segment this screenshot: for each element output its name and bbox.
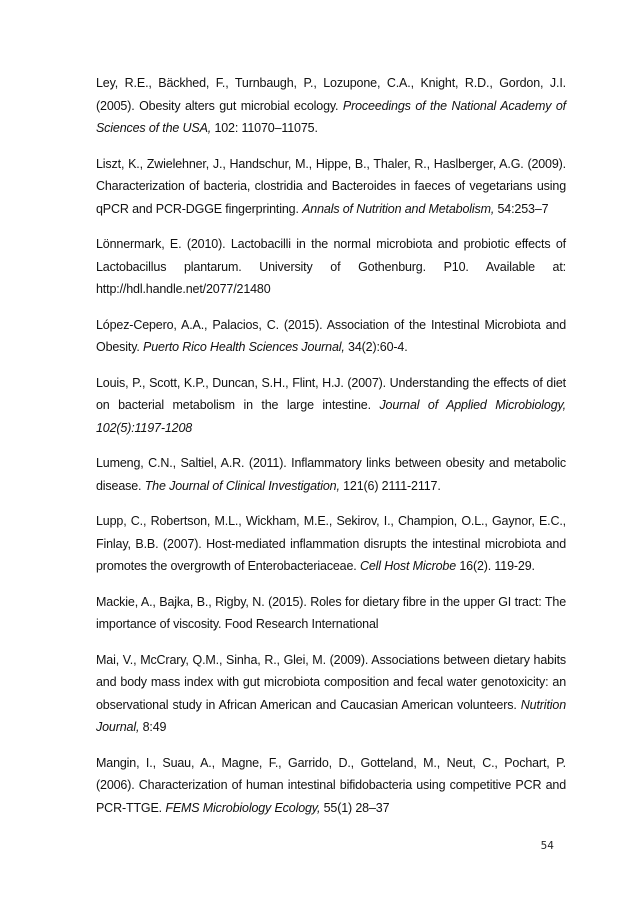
reference-entry — [96, 649, 566, 739]
reference-details: 54:253–7 — [494, 201, 549, 216]
reference-entry — [96, 153, 566, 221]
reference-entry — [96, 591, 566, 636]
reference-details: 34(2):60-4. — [344, 340, 408, 354]
reference-journal: Journal of Applied Microbiology, 102(5):1197-1208 — [96, 398, 566, 435]
reference-journal: Proceedings of the National Academy of Sciences of the USA, — [96, 98, 566, 135]
reference-details: 102: 11070–11075. — [211, 121, 318, 135]
reference-text: Lupp, C., Robertson, M.L., Wickham, M.E., Sekirov, I., Champion, O.L., Gaynor, E.C., Finlay, B.B. (2007). Host-mediated inflammation disrupts the intestinal microbiota and promotes the overgrowth of Enterobacteriaceae. — [96, 514, 566, 573]
reference-entry — [96, 372, 566, 440]
reference-entry — [96, 233, 566, 301]
reference-list — [96, 72, 566, 832]
reference-details: 16(2). 119-29. — [456, 559, 535, 573]
reference-journal: The Journal of Clinical Investigation, — [144, 478, 340, 493]
reference-entry — [96, 510, 566, 578]
reference-journal: Nutrition Journal, — [96, 697, 566, 734]
reference-text: López-Cepero, A.A., Palacios, C. (2015). Association of the Intestinal Microbiota and Obesity. — [96, 317, 566, 354]
reference-journal: Annals of Nutrition and Metabolism, — [302, 201, 495, 216]
reference-text: Liszt, K., Zwielehner, J., Handschur, M., Hippe, B., Thaler, R., Haslberger, A.G. (2009). Characterization of bacteria, clostridia and Bacteroides in faeces of vegetarians using qPCR and PCR-DGGE fingerprinting. — [96, 156, 566, 216]
page-number: 54 — [540, 840, 554, 852]
reference-text: Lumeng, C.N., Saltiel, A.R. (2011). Inflammatory links between obesity and metabolic disease. — [96, 456, 566, 493]
reference-journal: Cell Host Microbe — [359, 559, 457, 573]
reference-journal: Puerto Rico Health Sciences Journal, — [143, 340, 345, 354]
reference-details: 55(1) 28–37 — [320, 800, 390, 815]
reference-entry — [96, 752, 566, 820]
reference-text: Ley, R.E., Bäckhed, F., Turnbaugh, P., Lozupone, C.A., Knight, R.D., Gordon, J.I. (2005). Obesity alters gut microbial ecology. — [96, 76, 566, 113]
reference-entry — [96, 314, 566, 359]
reference-journal: FEMS Microbiology Ecology, — [165, 800, 321, 815]
reference-entry — [96, 452, 566, 497]
reference-details: 8:49 — [139, 720, 167, 734]
reference-text: Louis, P., Scott, K.P., Duncan, S.H., Flint, H.J. (2007). Understanding the effects of diet on bacterial metabolism in the large intestine. — [96, 375, 566, 412]
reference-text: Mangin, I., Suau, A., Magne, F., Garrido, D., Gotteland, M., Neut, C., Pochart, P. (2006). Characterization of human intestinal bifidobacteria using competitive PCR and PCR-TTGE. — [96, 755, 566, 815]
reference-details: 121(6) 2111-2117. — [339, 478, 441, 493]
reference-text: Lönnermark, E. (2010). Lactobacilli in the normal microbiota and probiotic effects of Lactobacillus plantarum. University of Gothenburg. P10. Available at: http://hdl.handle.net/2077/21480 — [96, 237, 566, 296]
reference-text: Mackie, A., Bajka, B., Rigby, N. (2015). Roles for dietary fibre in the upper GI tract: The importance of viscosity. Food Research International — [96, 594, 566, 631]
reference-entry — [96, 72, 566, 140]
reference-text: Mai, V., McCrary, Q.M., Sinha, R., Glei, M. (2009). Associations between dietary habits and body mass index with gut microbiota composition and fecal water genotoxicity: an observational study in African American and Caucasian American volunteers. — [96, 652, 566, 712]
